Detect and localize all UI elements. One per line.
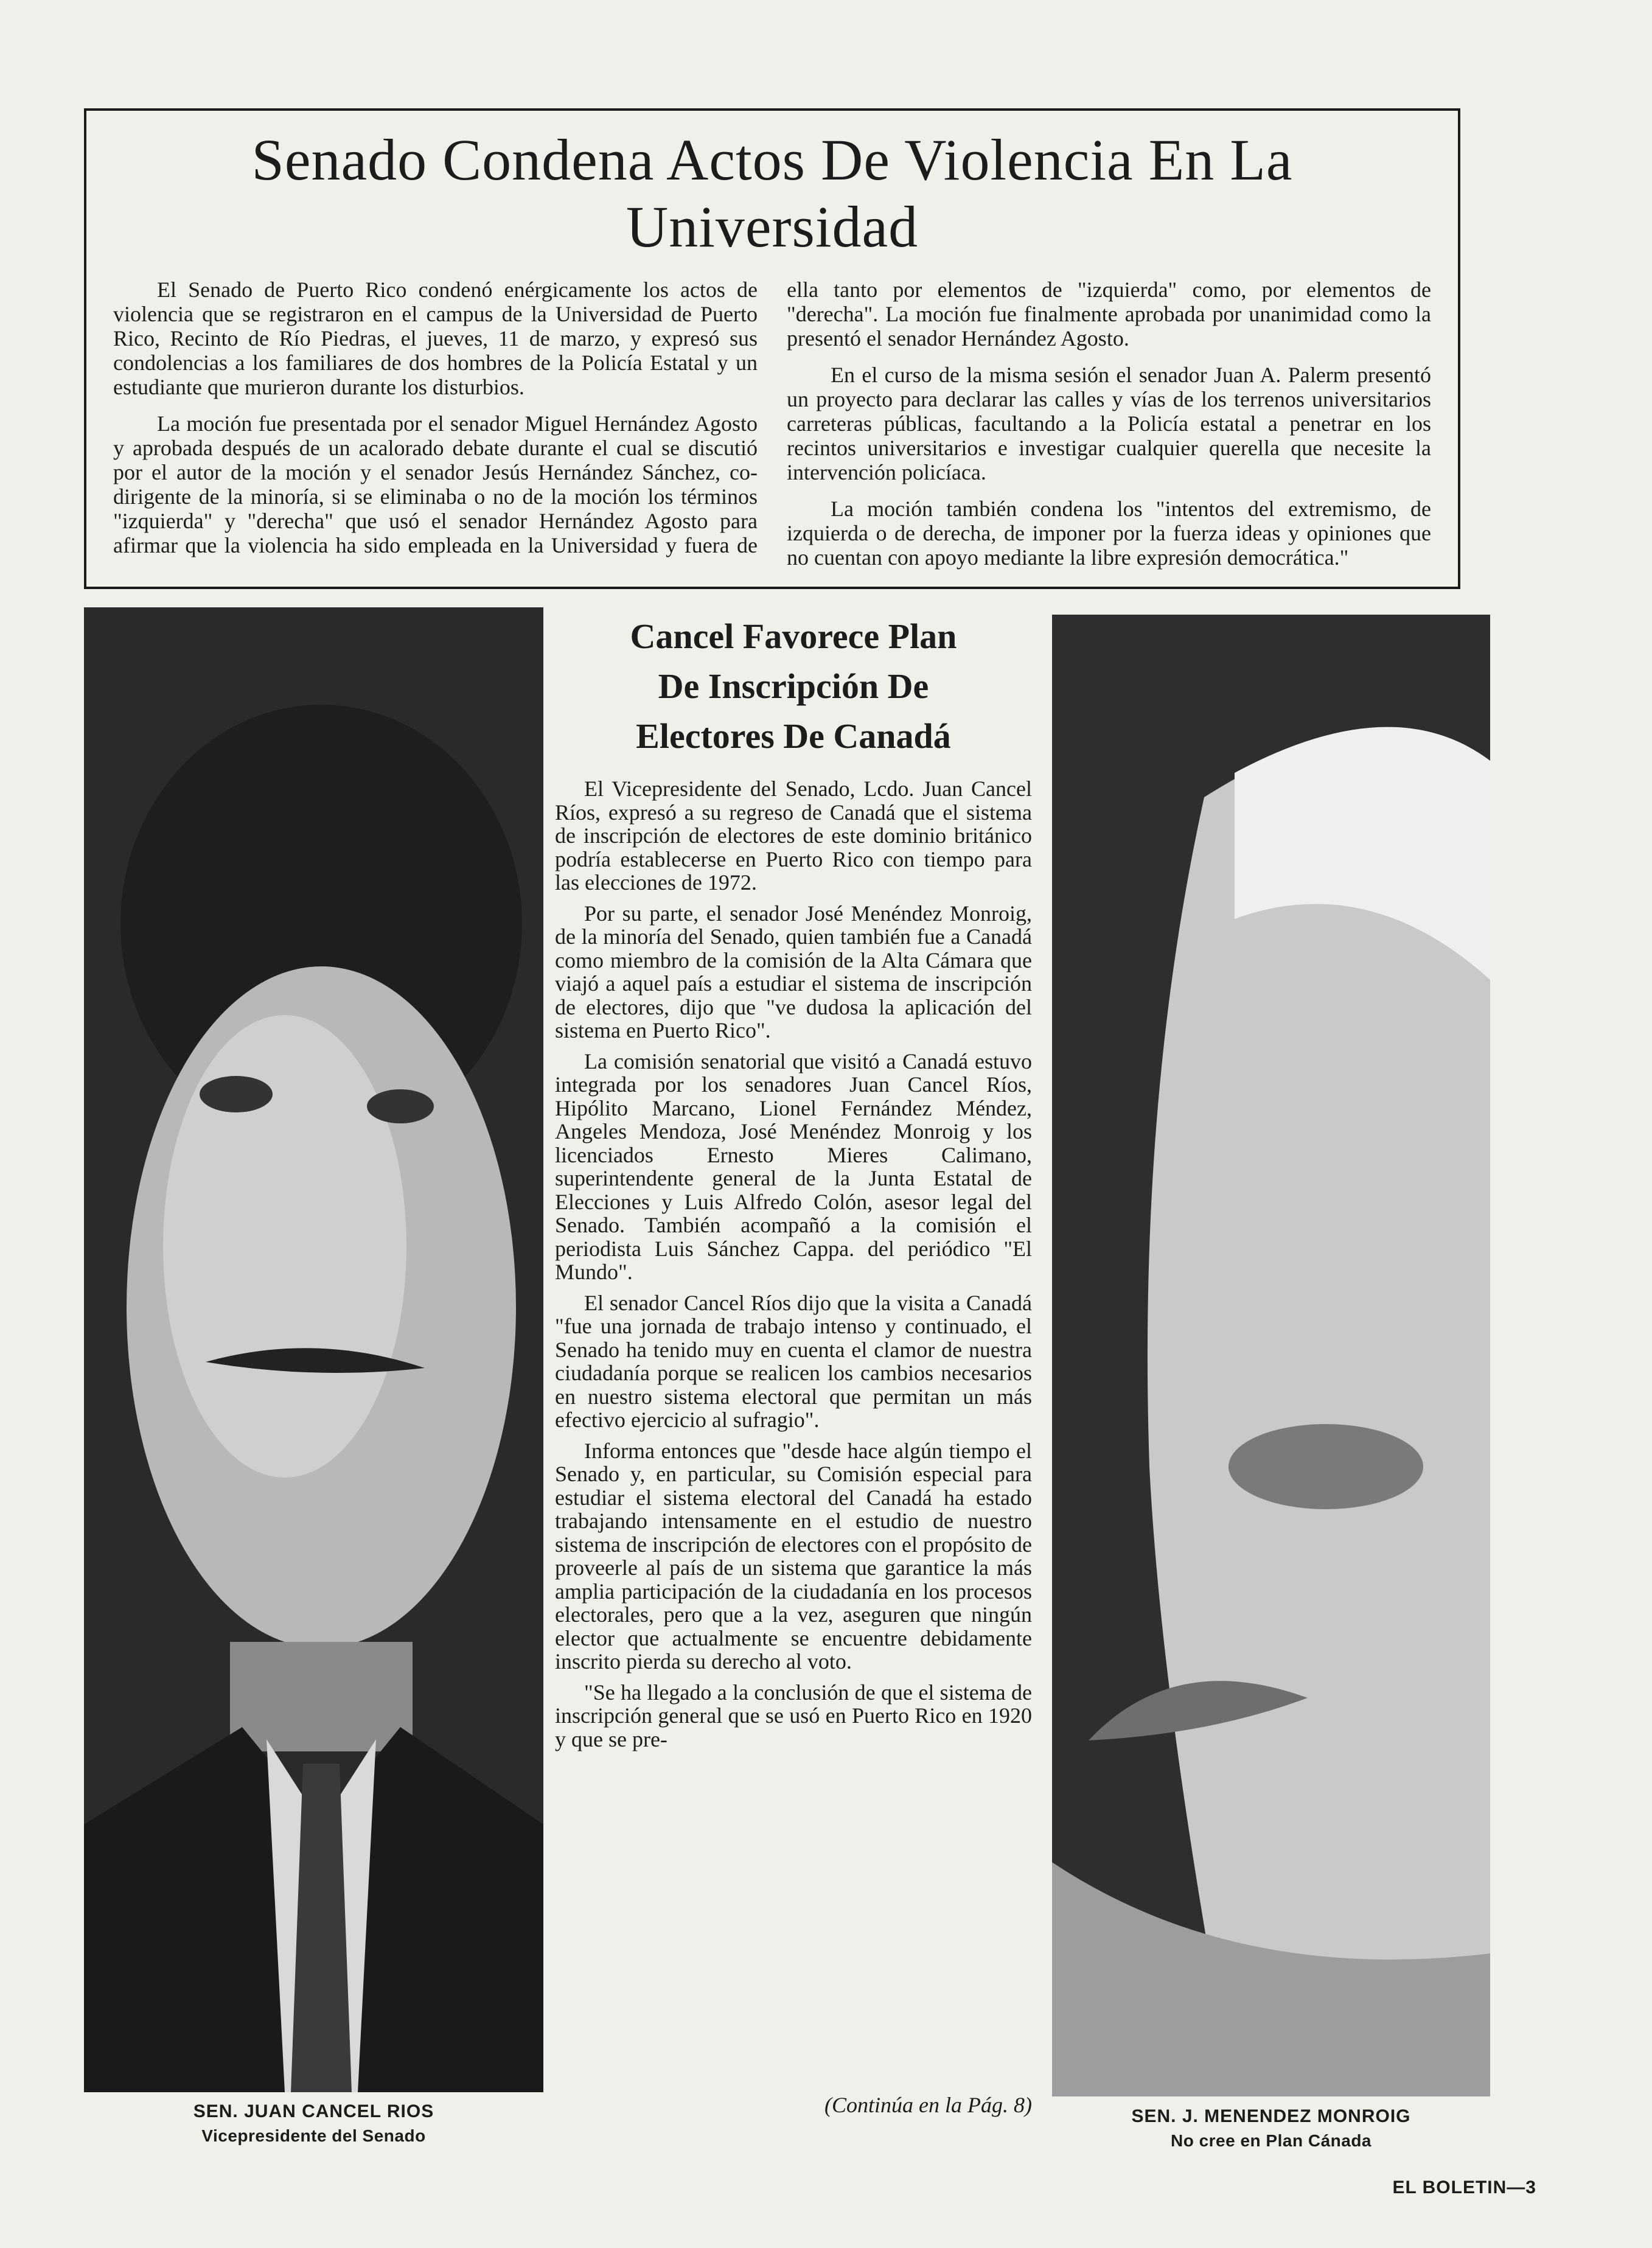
photo-caption-right: [1052, 2104, 1490, 2153]
top-article-title: Senado Condena Actos De Violencia En La Universidad: [251, 127, 1293, 259]
center-title-line: Electores De Canadá: [636, 716, 951, 756]
top-article-body: [113, 278, 1431, 570]
caption-title: No cree en Plan Cánada: [1170, 2131, 1371, 2150]
portrait-illustration: [84, 607, 543, 2092]
page-footer: EL BOLETIN—3: [1392, 2177, 1536, 2197]
center-article-body: [555, 777, 1032, 1751]
center-article: [555, 612, 1032, 1758]
portrait-illustration: [1052, 615, 1490, 2096]
continued-on-page-note: (Continúa en la Pág. 8): [824, 2093, 1032, 2117]
top-article-paragraph: En el curso de la misma sesión el senador Juan A. Palerm presentó un proyecto para declarar las calles y vías de los terrenos universitarios carreteras públicas, facultando a la Policía estatal a penetrar en los recintos universitarios e investigar cualquier querella que necesite la intervención policíaca.: [787, 363, 1431, 484]
center-article-paragraph: Por su parte, el senador José Menéndez Monroig, de la minoría del Senado, quien también fue a Canadá como miembro de la comisión de la Alta Cámara que viajó a aquel país a estudiar el sistema de inscripción de electores, dijo que "ve dudosa la aplicación del sistema en Puerto Rico".: [555, 901, 1032, 1042]
center-article-paragraph: "Se ha llegado a la conclusión de que el sistema de inscripción general que se usó en Puerto Rico en 1920 y que se pre-: [555, 1680, 1032, 1751]
portrait-photo-cancel-rios: [84, 607, 543, 2092]
portrait-photo-menendez-monroig: [1052, 615, 1490, 2096]
center-article-title: [555, 612, 1032, 761]
center-article-paragraph: Informa entonces que "desde hace algún tiempo el Senado y, en particular, su Comisión especial para estudiar el sistema electoral del Canadá ha estado trabajando intensamente en el estudio de nuestro sistema de inscripción de electores con el propósito de proveerle al país de un sistema que garantice la más amplia participación de la ciudadanía en los procesos electorales, pero que a la vez, aseguren que ningún elector que actualmente se encuentre debidamente inscrito pierda su derecho al voto.: [555, 1438, 1032, 1674]
photo-caption-left: [84, 2100, 543, 2148]
top-article-paragraph: La moción también condena los "intentos del extremismo, de izquierda o de derecha, de imponer por la fuerza ideas y opiniones que no cuentan con apoyo mediante la libre expresión democrática.": [787, 497, 1431, 570]
top-article-paragraph: El Senado de Puerto Rico condenó enérgicamente los actos de violencia que se registraron en el campus de la Universidad de Puerto Rico, Recinto de Río Piedras, el jueves, 11 de marzo, y expresó sus condolencias a los familiares de dos hombres de la Policía Estatal y un estudiante que murieron durante los disturbios.: [113, 278, 758, 399]
center-article-paragraph: El Vicepresidente del Senado, Lcdo. Juan Cancel Ríos, expresó a su regreso de Canadá que el sistema de inscripción de electores de este dominio británico podría establecerse en Puerto Rico con tiempo para las elecciones de 1972.: [555, 777, 1032, 895]
caption-title: Vicepresidente del Senado: [201, 2126, 426, 2145]
center-title-line: De Inscripción De: [658, 666, 929, 706]
center-article-paragraph: La comisión senatorial que visitó a Canadá estuvo integrada por los senadores Juan Cancel Ríos, Hipólito Marcano, Lionel Fernández Méndez, Angeles Mendoza, José Menéndez Monroig y los licenciados Ernesto Mieres Calimano, superintendente general de la Junta Estatal de Elecciones y Luis Alfredo Colón, asesor legal del Senado. También acompañó a la comisión el periodista Luis Sánchez Cappa. del periódico "El Mundo".: [555, 1049, 1032, 1284]
center-article-paragraph: El senador Cancel Ríos dijo que la visita a Canadá "fue una jornada de trabajo intenso y continuado, el Senado ha tenido muy en cuenta el clamor de nuestra ciudadanía porque se realicen los cambios necesarios en nuestro sistema electoral que permitan un más efectivo ejercicio al sufragio".: [555, 1290, 1032, 1432]
top-article-paragraph: La moción fue presentada por el senador Miguel Hernández Agosto y aprobada después de un acalorado debate durante el cual se discutió por el autor de la moción y el senador Jesús Hernández Sánchez, co-dirigente de la minoría, si se eliminaba o no de la moción los términos "izquierda" y "derecha" que usó el senador Hernández Agosto para afirmar que la violencia ha sido empleada en la Universidad y fuera de ella tanto por elementos de "izquierda" como, por elementos de "derecha". La moción fue finalmente aprobada por unanimidad como la presentó el senador Hernández Agosto.: [113, 278, 1431, 557]
center-title-line: Cancel Favorece Plan: [630, 616, 957, 656]
caption-name: SEN. JUAN CANCEL RIOS: [193, 2101, 434, 2121]
caption-name: SEN. J. MENENDEZ MONROIG: [1131, 2106, 1411, 2126]
top-article-box: [84, 108, 1460, 589]
